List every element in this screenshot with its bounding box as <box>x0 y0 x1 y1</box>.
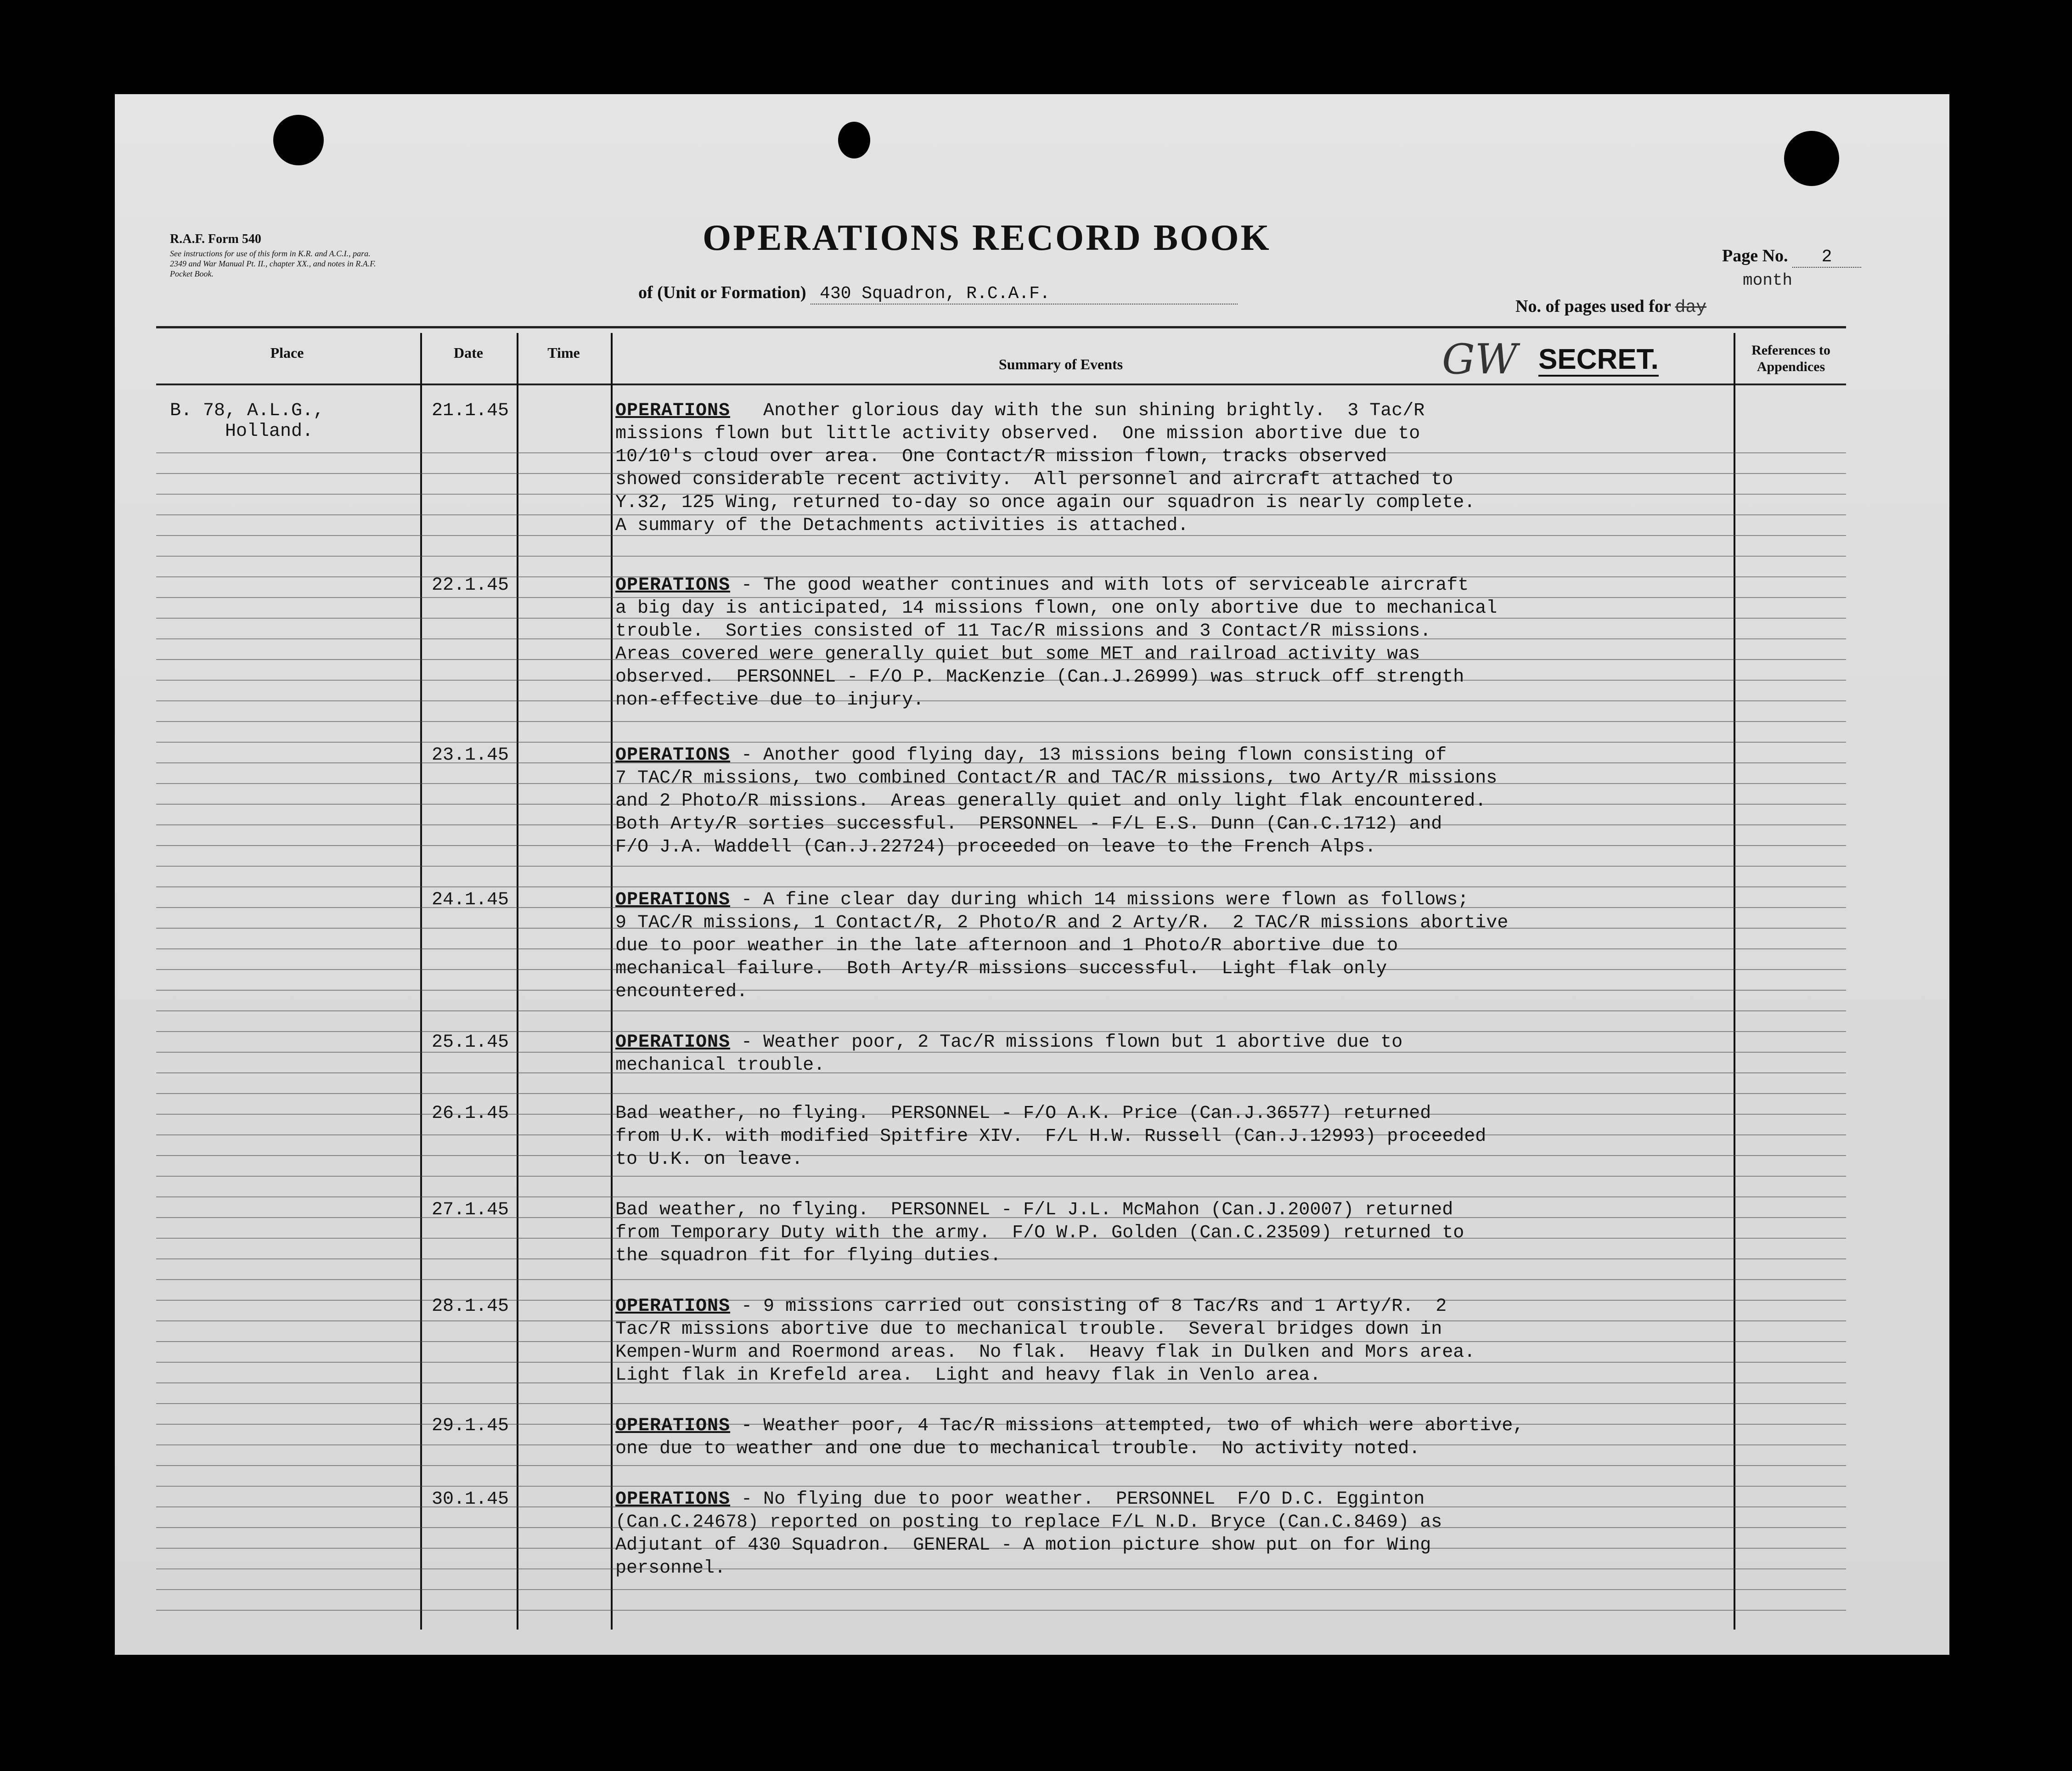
column-header-place: Place <box>270 344 304 361</box>
entry-summary <box>615 1415 1524 1461</box>
binder-hole-right <box>1784 131 1839 186</box>
entry-date: 21.1.45 <box>432 400 509 421</box>
ruled-line <box>156 1093 1846 1094</box>
pages-used-label: No. of pages used for <box>1515 297 1671 316</box>
unit-field <box>638 282 1238 305</box>
entry-label: OPERATIONS <box>615 1489 731 1510</box>
entry-summary <box>615 574 1497 712</box>
page-number-value: 2 <box>1792 247 1861 268</box>
pages-used-field <box>1515 296 1706 317</box>
entry-label: OPERATIONS <box>615 745 731 766</box>
binder-hole-middle <box>838 122 870 158</box>
entry-summary <box>615 1488 1442 1580</box>
entry-text: - Weather poor, 2 Tac/R missions flown but 1 abortive due to mechanical trouble. <box>615 1032 1403 1076</box>
page-title: OPERATIONS RECORD BOOK <box>703 218 1271 258</box>
entry-summary <box>615 1031 1402 1077</box>
table-header-rule <box>156 384 1846 385</box>
handwritten-initials: GW <box>1442 335 1518 384</box>
form-instructions: See instructions for use of this form in K.R. and A.C.I., para. 2349 and War Manual Pt. II., chapter XX., and notes in R.A.F. Pocket Book. <box>170 249 376 278</box>
form-sheet <box>115 94 1949 1655</box>
entry-date: 24.1.45 <box>432 890 509 910</box>
ruled-line <box>156 1176 1846 1177</box>
entry-text: Another glorious day with the sun shining brightly. 3 Tac/R missions flown but little activity observed. One mission abortive due to 10/10's cloud over area. One Contact/R mission flown, tracks observed showed considerable recent activity. All personnel and aircraft attached to Y.32, 125 Wing, returned to-day so once again our squadron is nearly complete. A summary of the Detachments activities is attached. <box>615 400 1475 536</box>
entry-text: - Another good flying day, 13 missions being flown consisting of 7 TAC/R missions, two combined Contact/R and TAC/R missions, two Arty/R missions and 2 Photo/R missions. Areas generally quiet and only light flak encountered. Both Arty/R sorties successful. PERSONNEL - F/L E.S. Dunn (Can.C.1712) and F/O J.A. Waddell (Can.J.22724) proceeded on leave to the French Alps. <box>615 745 1498 857</box>
entry-summary <box>615 744 1497 859</box>
pages-correction: month <box>1743 271 1793 290</box>
column-header-date: Date <box>454 344 483 361</box>
entry-date: 26.1.45 <box>432 1103 509 1124</box>
ruled-line <box>156 742 1846 743</box>
column-header-time: Time <box>547 344 580 361</box>
entry-date: 22.1.45 <box>432 575 509 596</box>
entry-text: Bad weather, no flying. PERSONNEL - F/O A.K. Price (Can.J.36577) returned from U.K. with modified Spitfire XIV. F/L H.W. Russell (Can.J.12993) proceeded to U.K. on leave. <box>615 1103 1486 1170</box>
entry-date: 25.1.45 <box>432 1032 509 1053</box>
ruled-line <box>156 866 1846 867</box>
entry-summary <box>615 400 1475 537</box>
binder-hole-left <box>273 115 324 165</box>
ruled-line <box>156 1010 1846 1011</box>
unit-value: 430 Squadron, R.C.A.F. <box>811 284 1238 305</box>
column-divider-place <box>420 333 422 1630</box>
entry-date: 29.1.45 <box>432 1416 509 1436</box>
ruled-line <box>156 1196 1846 1197</box>
ruled-line <box>156 556 1846 557</box>
ruled-line <box>156 721 1846 722</box>
form-number: R.A.F. Form 540 <box>170 232 261 246</box>
pages-used-struck: day <box>1675 298 1707 317</box>
place-line-2: Holland. <box>225 421 314 442</box>
table-top-rule <box>156 326 1846 328</box>
column-divider-time <box>611 333 613 1630</box>
place-line-1: B. 78, A.L.G., <box>170 400 325 421</box>
entry-text: - Weather poor, 4 Tac/R missions attempted, two of which were abortive, one due to weather and one due to mechanical trouble. No activity noted. <box>615 1416 1524 1459</box>
page-number <box>1722 246 1861 268</box>
entry-label: OPERATIONS <box>615 400 731 421</box>
entry-date: 30.1.45 <box>432 1489 509 1510</box>
page-number-label: Page No. <box>1722 246 1788 265</box>
ruled-line <box>156 1465 1846 1466</box>
secret-stamp: SECRET. <box>1538 344 1659 377</box>
form-identifier <box>170 232 381 279</box>
entry-text: - The good weather continues and with lots of serviceable aircraft a big day is anticipated, 14 missions flown, one only abortive due to mechanical trouble. Sorties consisted of 11 Tac/R missions and 3 Contact/R missions. Areas covered were generally quiet but some MET and railroad activity was observed. PERSONNEL - F/O P. MacKenzie (Can.J.26999) was struck off strength non-effective due to injury. <box>615 575 1498 711</box>
entry-text: - 9 missions carried out consisting of 8 Tac/Rs and 1 Arty/R. 2 Tac/R missions abortive due to mechanical trouble. Several bridges down in Kempen-Wurm and Roermond areas. No flak. Heavy flak in Dulken and Mors area. Light flak in Krefeld area. Light and heavy flak in Venlo area. <box>615 1296 1475 1386</box>
ruled-line <box>156 1486 1846 1487</box>
column-divider-refs <box>1734 333 1735 1630</box>
ruled-line <box>156 886 1846 887</box>
entry-summary <box>615 1199 1464 1268</box>
entry-label: OPERATIONS <box>615 1416 731 1436</box>
column-header-refs: References to Appendices <box>1751 343 1830 374</box>
ruled-line <box>156 1589 1846 1590</box>
entry-text: Bad weather, no flying. PERSONNEL - F/L J.L. McMahon (Can.J.20007) returned from Temporary Duty with the army. F/O W.P. Golden (Can.C.23509) returned to the squadron fit for flying duties. <box>615 1200 1464 1266</box>
ruled-line <box>156 1403 1846 1404</box>
entry-date: 23.1.45 <box>432 745 509 766</box>
entry-summary <box>615 889 1508 1004</box>
entry-summary <box>615 1295 1475 1387</box>
unit-label: of (Unit or Formation) <box>638 283 806 302</box>
entry-label: OPERATIONS <box>615 575 731 596</box>
entry-label: OPERATIONS <box>615 1296 731 1317</box>
entry-text: - A fine clear day during which 14 missions were flown as follows; 9 TAC/R missions, 1 Contact/R, 2 Photo/R and 2 Arty/R. 2 TAC/R missions abortive due to poor weather in the late afternoon and 1 Photo/R abortive due to mechanical failure. Both Arty/R missions successful. Light flak only encountered. <box>615 890 1509 1002</box>
column-header-summary: Summary of Events <box>998 356 1123 372</box>
entry-label: OPERATIONS <box>615 890 731 910</box>
entry-date: 28.1.45 <box>432 1296 509 1317</box>
entry-date: 27.1.45 <box>432 1200 509 1220</box>
column-divider-date <box>517 333 518 1630</box>
entry-text: - No flying due to poor weather. PERSONNEL F/O D.C. Egginton (Can.C.24678) reported on posting to replace F/L N.D. Bryce (Can.C.8469) as Adjutant of 430 Squadron. GENERAL - A motion picture show put on for Wing personnel. <box>615 1489 1442 1579</box>
entry-summary <box>615 1102 1486 1171</box>
ruled-line <box>156 1610 1846 1611</box>
ruled-line <box>156 1279 1846 1280</box>
entry-label: OPERATIONS <box>615 1032 731 1053</box>
